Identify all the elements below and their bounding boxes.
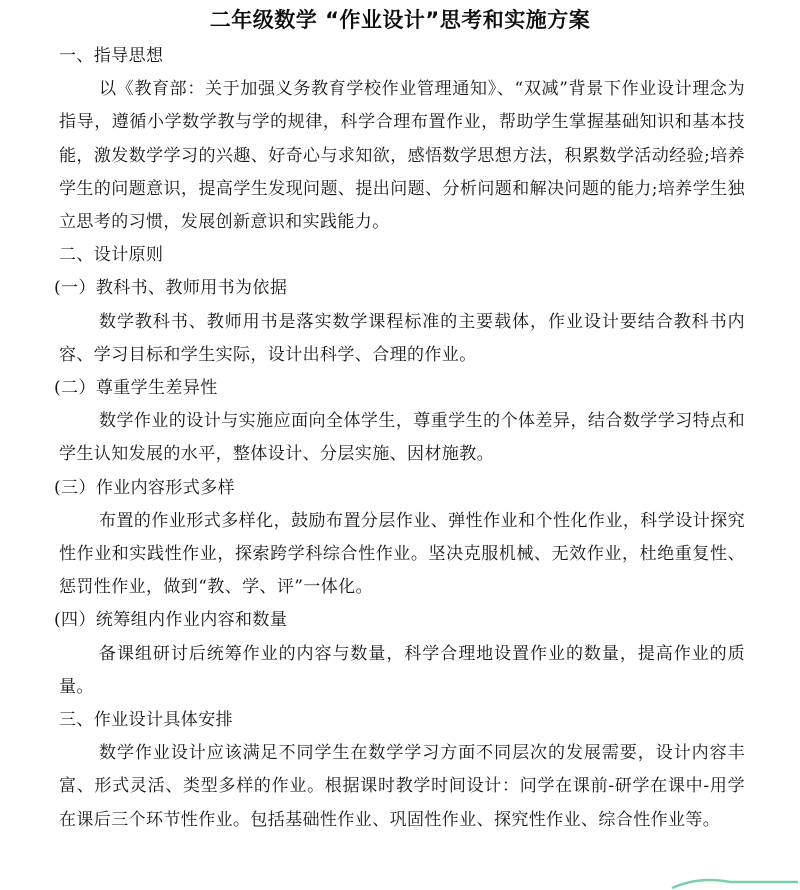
subsection-heading: (三）作业内容形式多样 (54, 477, 236, 498)
section-heading: 三、作业设计具体安排 (59, 710, 233, 731)
subsection-heading: (一）教科书、教师用书为依据 (54, 278, 288, 299)
body-paragraph: 数学作业设计应该满足不同学生在数学学习方面不同层次的发展需要，设计内容丰富、形式灵活、类型多样的作业。根据课时教学时间设计：问学在课前-研学在课中-用学在课后三个环节性作业。包括基础性作业、巩固性作业、探究性作业、综合性作业等。 (59, 743, 745, 830)
page-corner-mark (670, 876, 800, 890)
document-body (54, 40, 745, 837)
body-paragraph: 布置的作业形式多样化，鼓励布置分层作业、弹性作业和个性化作业，科学设计探究性作业和实践性作业，探索跨学科综合性作业。坚决克服机械、无效作业，杜绝重复性、惩罚性作业，做到“教、学、评”一体化。 (59, 510, 745, 598)
body-paragraph: 备课组研讨后统筹作业的内容与数量，科学合理地设置作业的数量，提高作业的质量。 (59, 643, 745, 697)
subsection-heading: (四）统筹组内作业内容和数量 (54, 610, 288, 631)
section-heading: 一、指导思想 (59, 46, 164, 66)
body-paragraph: 以《教育部：关于加强义务教育学校作业管理通知》、“双减”背景下作业设计理念为指导，遵循小学数学教与学的规律，科学合理布置作业，帮助学生掌握基础知识和基本技能，激发数学学习的兴趣、好奇心与求知欲，感悟数学思想方法，积累数学活动经验;培养学生的问题意识，提高学生发现问题、提出问题、分析问题和解决问题的能力;培养学生独立思考的习惯，发展创新意识和实践能力。 (59, 79, 745, 233)
body-paragraph: 数学教科书、教师用书是落实数学课程标准的主要载体，作业设计要结合教科书内容、学习目标和学生实际，设计出科学、合理的作业。 (59, 311, 745, 365)
section-heading: 二、设计原则 (59, 245, 164, 266)
subsection-heading: (二）尊重学生差异性 (54, 378, 218, 399)
body-paragraph: 数学作业的设计与实施应面向全体学生，尊重学生的个体差异，结合数学学习特点和学生认知发展的水平，整体设计、分层实施、因材施教。 (59, 411, 745, 465)
document-title: 二年级数学 “作业设计”思考和实施方案 (209, 8, 591, 32)
